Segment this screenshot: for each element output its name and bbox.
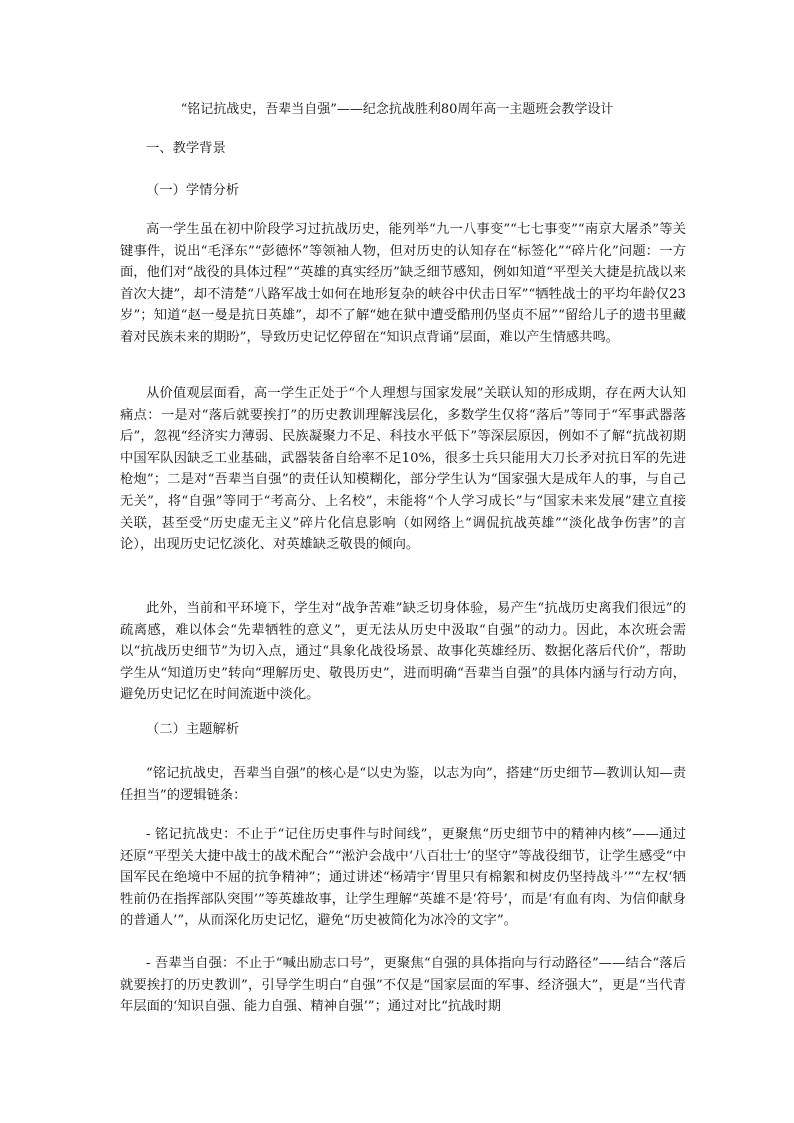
paragraph-student-analysis-1: 高一学生虽在初中阶段学习过抗战历史，能列举“九一八事变”“七七事变”“南京大屠杀”等关键事件，说出“毛泽东”“彭德怀”等领袖人物，但对历史的认知存在“标签化”“碎片化”问题：一方面，他们对“战役的具体过程”“英雄的真实经历”缺乏细节感知，例如知道“平型关大捷是抗战以来首次大捷”，却不清楚“八路军战士如何在地形复杂的峡谷中伏击日军”“牺牲战士的平均年龄仅23岁”；知道“赵一曼是抗日英雄”，却不了解“她在狱中遭受酷刑仍坚贞不屈”“留给儿子的遗书里藏着对民族未来的期盼”，导致历史记忆停留在“知识点背诵”层面，难以产生情感共鸣。 <box>120 222 686 345</box>
subsection-heading-theme-analysis: （二）主题解析 <box>146 722 240 737</box>
document-title: “铭记抗战史，吾辈当自强”——纪念抗战胜利80周年高一主题班会教学设计 <box>180 102 614 117</box>
subsection-heading-student-analysis: （一）学情分析 <box>146 183 240 198</box>
paragraph-student-analysis-2: 从价值观层面看，高一学生正处于“个人理想与国家发展”关联认知的形成期，存在两大认知痛点：一是对“落后就要挨打”的历史教训理解浅层化，多数学生仅将“落后”等同于“军事武器落后”，忽视“经济实力薄弱、民族凝聚力不足、科技水平低下”等深层原因，例如不了解“抗战初期中国军队因缺乏工业基础，武器装备自给率不足10%，很多士兵只能用大刀长矛对抗日军的先进枪炮”；二是对“吾辈当自强”的责任认知模糊化，部分学生认为“国家强大是成年人的事，与自己无关”，将“自强”等同于“考高分、上名校”，未能将“个人学习成长”与“国家未来发展”建立直接关联，甚至受“历史虚无主义”碎片化信息影响（如网络上“调侃抗战英雄”“淡化战争伤害”的言论），出现历史记忆淡化、对英雄缺乏敬畏的倾向。 <box>120 386 686 553</box>
section-heading-teaching-background: 一、教学背景 <box>146 141 226 156</box>
bullet-self-strengthening: - 吾辈当自强：不止于“喊出励志口号”，更聚焦“自强的具体指向与行动路径”——结合“落后就要挨打的历史教训”，引导学生明白“自强”不仅是“国家层面的军事、经济强大”，更是“当代青年层面的‘知识自强、能力自强、精神自强’”；通过对比“抗战时期 <box>120 956 686 1015</box>
bullet-remember-history: - 铭记抗战史：不止于“记住历史事件与时间线”，更聚焦“历史细节中的精神内核”——通过还原“平型关大捷中战士的战术配合”“淞沪会战中‘八百壮士’的坚守”等战役细节，让学生感受“中国军民在绝境中不屈的抗争精神”；通过讲述“杨靖宇‘胃里只有棉絮和树皮仍坚持战斗’”“左权‘牺牲前仍在指挥部队突围’”等英雄故事，让学生理解“英雄不是‘符号’，而是‘有血有肉、为信仰献身的普通人’”，从而深化历史记忆，避免“历史被简化为冰冷的文字”。 <box>120 827 686 929</box>
paragraph-student-analysis-3: 此外，当前和平环境下，学生对“战争苦难”缺乏切身体验，易产生“抗战历史离我们很远”的疏离感，难以体会“先辈牺牲的意义”，更无法从历史中汲取“自强”的动力。因此，本次班会需以“抗战历史细节”为切入点，通过“具象化战役场景、故事化英雄经历、数据化落后代价”，帮助学生从“知道历史”转向“理解历史、敬畏历史”，进而明确“吾辈当自强”的具体内涵与行动方向，避免历史记忆在时间流逝中淡化。 <box>120 601 686 703</box>
paragraph-theme-analysis: “铭记抗战史，吾辈当自强”的核心是“以史为鉴，以志为向”，搭建“历史细节—教训认知—责任担当”的逻辑链条： <box>120 766 686 803</box>
